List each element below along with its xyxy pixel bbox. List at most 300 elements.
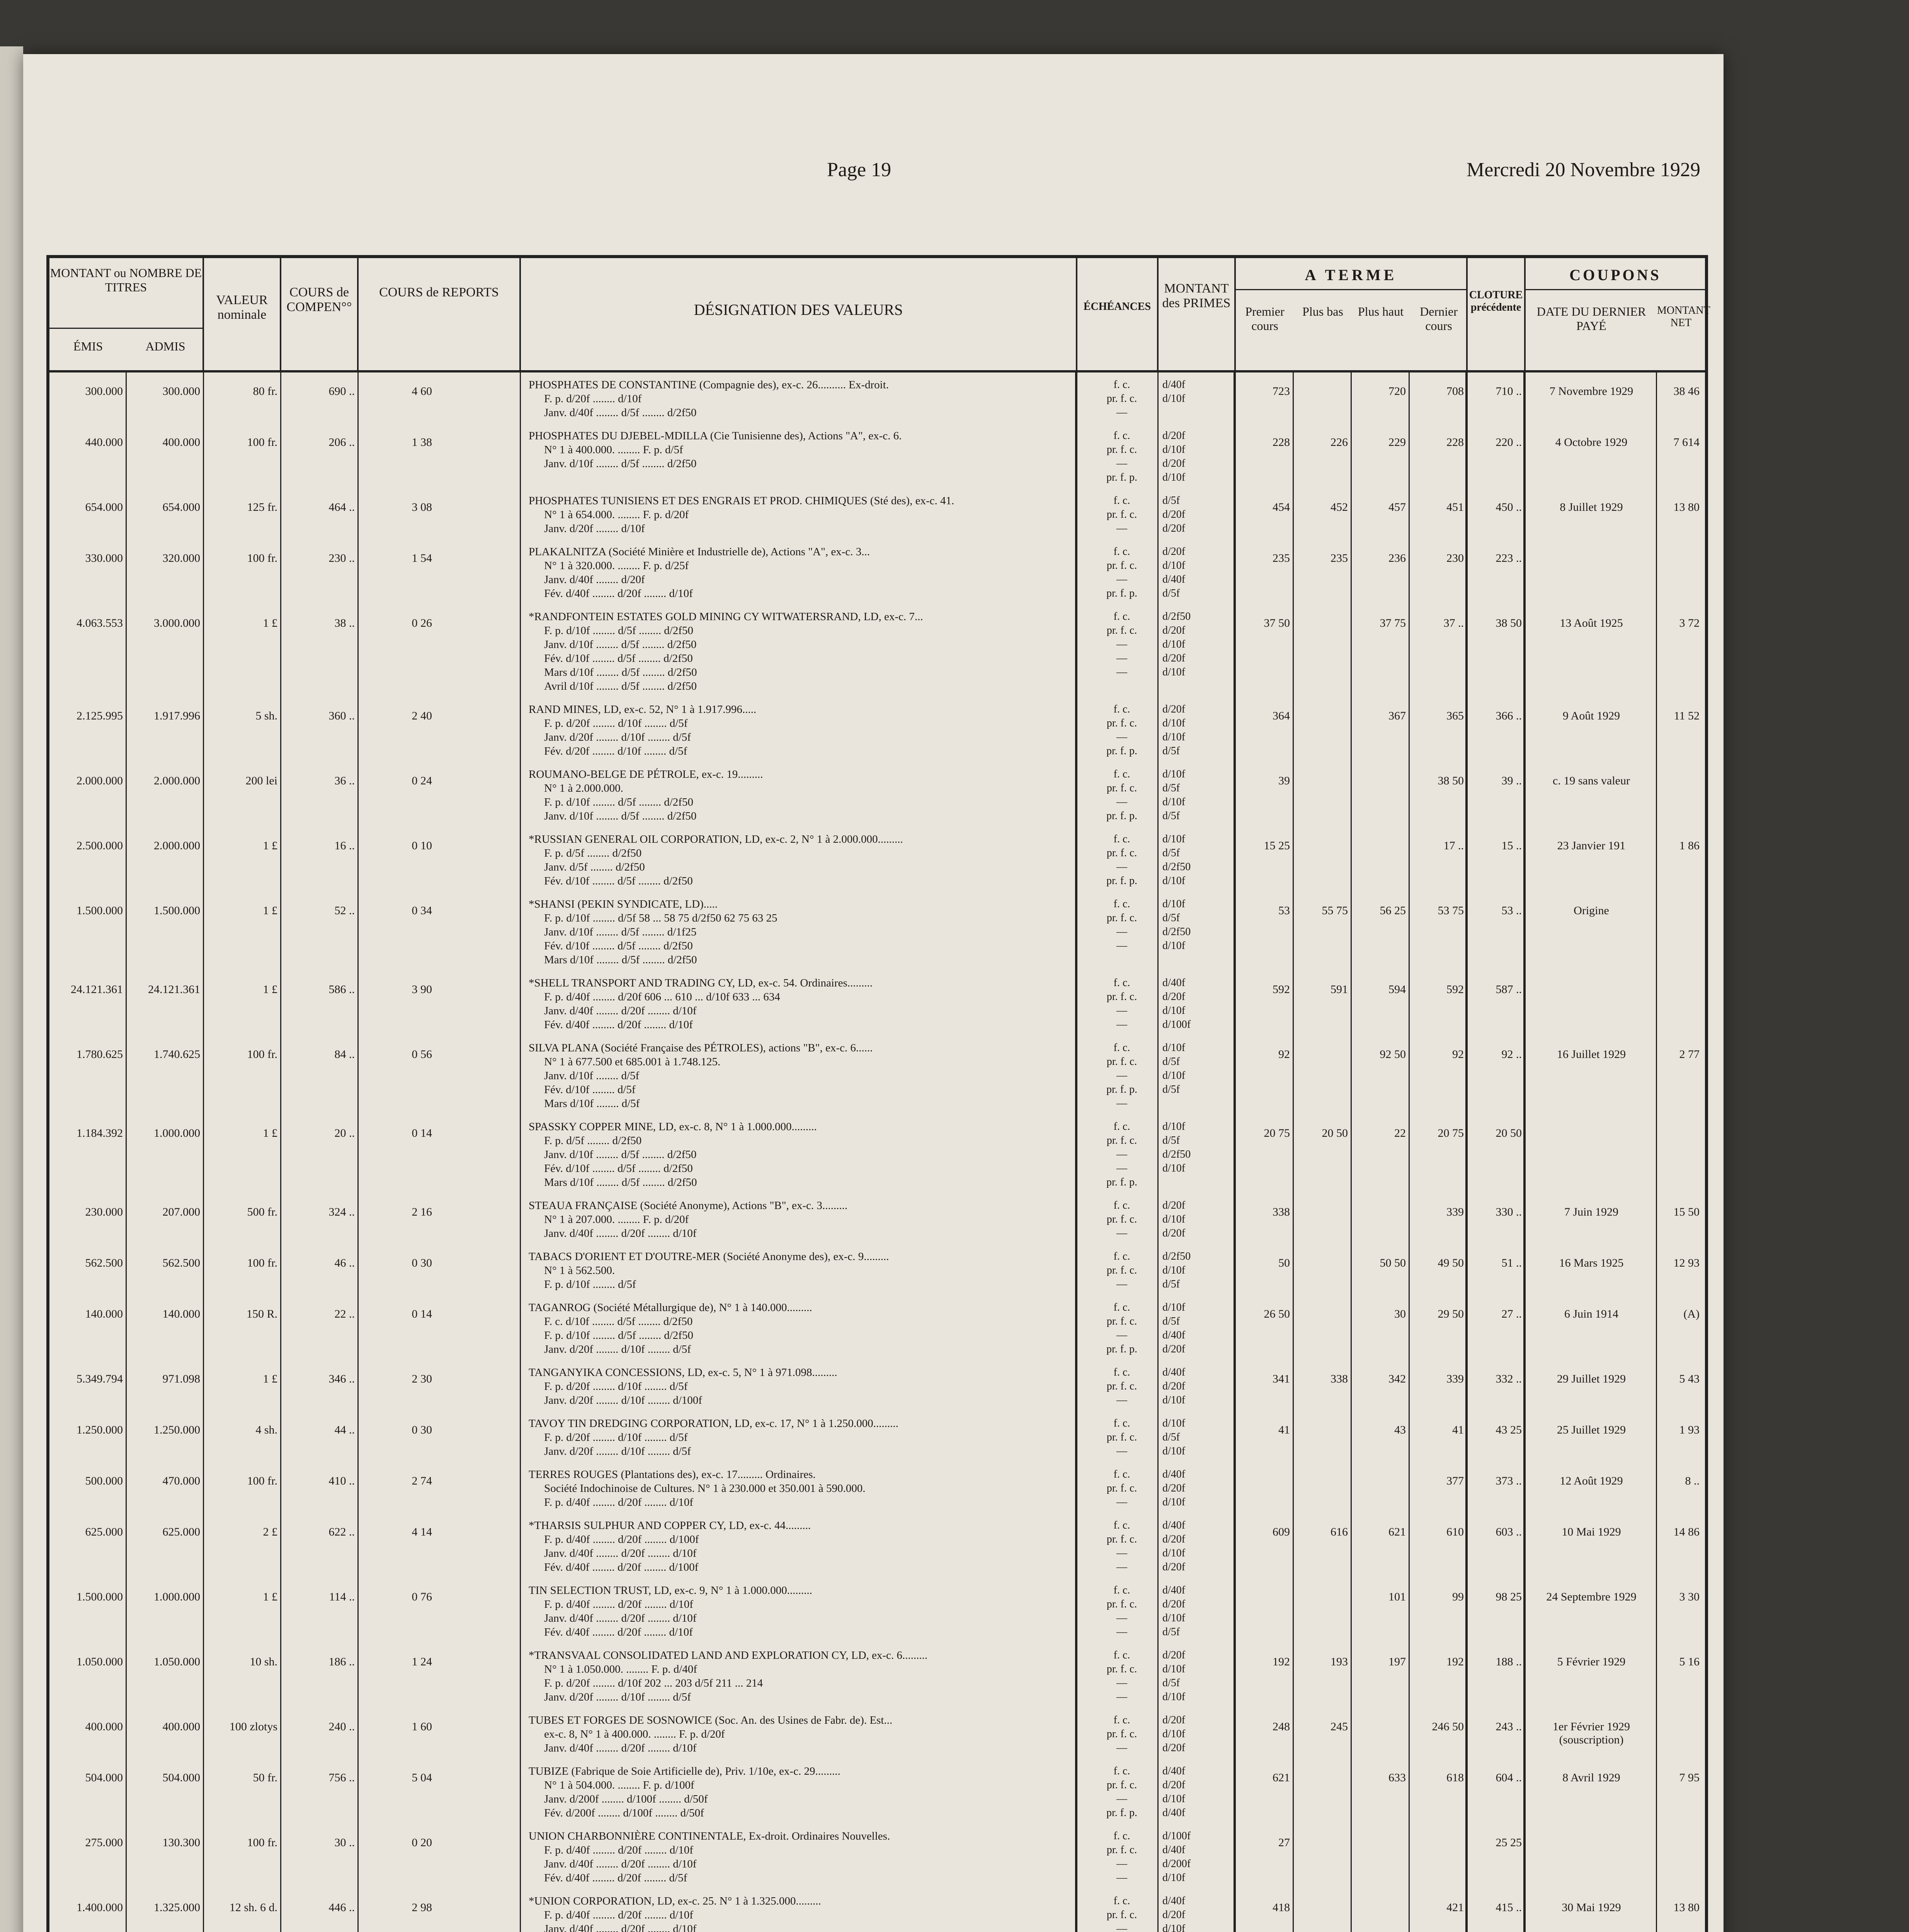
primes-cell xyxy=(1162,1583,1232,1639)
security-name: SPASSKY COPPER MINE, LD, ex-c. 8, N° 1 à 1.000.000......... xyxy=(529,1121,817,1133)
echeance-entry: pr. f. c. xyxy=(1106,991,1137,1003)
security-line: N° 1 à 320.000. ........ F. p. d/25f xyxy=(544,560,689,572)
prime-entry: d/20f xyxy=(1162,624,1186,636)
dernier-cours-cell: 365 xyxy=(1446,709,1464,722)
echeance-entry: f. c. xyxy=(1113,1250,1130,1262)
emis-cell: 440.000 xyxy=(85,436,123,449)
valeur-cell: 10 sh. xyxy=(250,1655,277,1668)
security-line: F. p. d/10f ........ d/5f ........ d/2f50 xyxy=(544,624,693,637)
echeance-entry: pr. f. c. xyxy=(1106,1056,1137,1068)
designation-cell xyxy=(529,1199,1077,1240)
admis-cell: 130.300 xyxy=(162,1836,200,1849)
prime-entry: d/5f xyxy=(1162,587,1180,599)
prime-entry: d/10f xyxy=(1162,1872,1186,1884)
security-line: N° 1 à 207.000. ........ F. p. d/20f xyxy=(544,1213,689,1226)
dernier-cours-cell: 246 50 xyxy=(1432,1720,1464,1733)
coupon-date-cell: 23 Janvier 191 xyxy=(1557,839,1626,852)
echeance-entry: — xyxy=(1116,457,1127,469)
cloture-cell: 604 .. xyxy=(1496,1771,1522,1784)
security-line: N° 1 à 1.050.000. ........ F. p. d/40f xyxy=(544,1663,697,1675)
prime-entry: d/2f50 xyxy=(1162,1250,1191,1262)
cloture-cell: 587 .. xyxy=(1496,983,1522,996)
echeance-entry: f. c. xyxy=(1113,1042,1130,1054)
admis-cell: 1.500.000 xyxy=(154,904,200,917)
echeance-entry: pr. f. c. xyxy=(1106,560,1137,571)
aterme-header xyxy=(1236,258,1468,370)
prime-entry: d/10f xyxy=(1162,833,1186,845)
premier-cours-cell: 50 xyxy=(1278,1257,1290,1269)
echeance-entry: f. c. xyxy=(1113,1199,1130,1211)
admis-cell: 562.500 xyxy=(162,1257,200,1269)
echeance-entry: pr. f. c. xyxy=(1106,1315,1137,1327)
designation-cell xyxy=(529,1519,1077,1574)
primes-cell xyxy=(1162,1301,1232,1356)
premier-cours-cell: 228 xyxy=(1273,436,1290,449)
echeance-entry: — xyxy=(1116,573,1127,585)
admis-cell: 1.325.000 xyxy=(154,1901,200,1914)
echeance-entry: pr. f. p. xyxy=(1106,1343,1138,1355)
cours-rep-cell: 3 08 xyxy=(412,501,432,514)
echeance-entry: f. c. xyxy=(1113,1468,1130,1480)
designation-cell xyxy=(529,897,1077,967)
security-line: F. p. d/40f ........ d/20f ........ d/10f xyxy=(544,1844,693,1856)
prime-entry: d/10f xyxy=(1162,731,1186,743)
valeur-cell: 80 fr. xyxy=(253,385,277,398)
echeance-entry: f. c. xyxy=(1113,1584,1130,1596)
emis-cell: 1.400.000 xyxy=(77,1901,123,1914)
prime-entry: d/20f xyxy=(1162,1482,1186,1494)
coupon-net-cell: (A) xyxy=(1683,1308,1700,1320)
dernier-cours-cell: 339 xyxy=(1446,1372,1464,1385)
echeance-entry: — xyxy=(1116,1148,1127,1160)
cours-rep-cell: 0 24 xyxy=(412,774,432,787)
plus-bas-cell: 226 xyxy=(1331,436,1348,449)
primes-cell xyxy=(1162,378,1232,406)
cours-comp-cell: 38 .. xyxy=(334,617,355,629)
emis-cell: 230.000 xyxy=(85,1206,123,1218)
cours-comp-cell: 44 .. xyxy=(334,1423,355,1436)
echeance-entry: — xyxy=(1116,406,1127,418)
coupon-date-cell: 8 Juillet 1929 xyxy=(1560,501,1623,514)
prime-entry: d/10f xyxy=(1162,875,1186,887)
plus-haut-cell: 457 xyxy=(1388,501,1406,514)
echeances-cell xyxy=(1089,1366,1155,1407)
cours-comp-cell: 622 .. xyxy=(328,1526,355,1538)
prime-entry: d/10f xyxy=(1162,1612,1186,1624)
coupon-net-cell: 5 43 xyxy=(1679,1372,1700,1385)
prime-entry: d/20f xyxy=(1162,546,1186,558)
page-header xyxy=(23,158,1724,189)
coupon-date-cell: 24 Septembre 1929 xyxy=(1546,1590,1637,1603)
table-header xyxy=(49,258,1710,372)
echeance-entry: — xyxy=(1116,796,1127,808)
designation-cell xyxy=(529,1301,1077,1356)
echeance-entry: f. c. xyxy=(1113,1301,1130,1313)
security-name: *SHELL TRANSPORT AND TRADING CY, LD, ex-c. 54. Ordinaires......... xyxy=(529,977,873,989)
echeance-entry: f. c. xyxy=(1113,1765,1130,1777)
dernier-cours-cell: 228 xyxy=(1446,436,1464,449)
emis-cell: 1.500.000 xyxy=(77,1590,123,1603)
security-name: TUBES ET FORGES DE SOSNOWICE (Soc. An. des Usines de Fabr. de). Est... xyxy=(529,1714,893,1726)
prime-entry: d/10f xyxy=(1162,666,1186,678)
dernier-cours-cell: 92 xyxy=(1452,1048,1464,1061)
plus-haut-cell: 594 xyxy=(1388,983,1406,996)
security-line: Janv. d/10f ........ d/5f ........ d/2f50 xyxy=(544,1148,697,1161)
echeance-entry: f. c. xyxy=(1113,1649,1130,1661)
valeur-cell: 1 £ xyxy=(263,904,277,917)
table-row xyxy=(49,767,1705,832)
coupon-date-cell: 9 Août 1929 xyxy=(1562,709,1620,722)
echeance-entry: pr. f. c. xyxy=(1106,1533,1137,1545)
echeance-entry: pr. f. p. xyxy=(1106,810,1138,822)
premier-cours-cell: 41 xyxy=(1278,1423,1290,1436)
security-line: Fév. d/10f ........ d/5f ........ d/2f50 xyxy=(544,940,693,952)
echeances-cell xyxy=(1089,1894,1155,1932)
cloture-cell: 373 .. xyxy=(1496,1475,1522,1487)
security-line: F. p. d/5f ........ d/2f50 xyxy=(544,1134,642,1147)
security-name: *RUSSIAN GENERAL OIL CORPORATION, LD, ex-c. 2, N° 1 à 2.000.000......... xyxy=(529,833,903,845)
designation-cell xyxy=(529,494,1077,536)
emis-cell: 4.063.553 xyxy=(77,617,123,629)
security-line: F. p. d/5f ........ d/2f50 xyxy=(544,847,642,859)
echeances-cell xyxy=(1089,545,1155,600)
coupon-date-cell: 6 Juin 1914 xyxy=(1564,1308,1618,1320)
designation-cell xyxy=(529,545,1077,600)
dernier-cours-cell: 37 .. xyxy=(1443,617,1464,629)
prime-entry: d/10f xyxy=(1162,1162,1186,1174)
primes-cell xyxy=(1162,1120,1232,1175)
security-line: N° 1 à 2.000.000. xyxy=(544,782,623,794)
echeance-entry: — xyxy=(1116,652,1127,664)
echeance-entry: pr. f. c. xyxy=(1106,1213,1137,1225)
echeance-entry: pr. f. c. xyxy=(1106,1134,1137,1146)
premier-cours-cell: 592 xyxy=(1273,983,1290,996)
emis-cell: 275.000 xyxy=(85,1836,123,1849)
dernier-cours-cell: 618 xyxy=(1446,1771,1464,1784)
designation-header: DÉSIGNATION DES VALEURS xyxy=(521,258,1077,370)
designation-cell xyxy=(529,1250,1077,1291)
security-line: Janv. d/10f ........ d/5f xyxy=(544,1070,640,1082)
premier-cours-cell: 621 xyxy=(1273,1771,1290,1784)
prime-entry: d/5f xyxy=(1162,1134,1180,1146)
table-row xyxy=(49,1764,1705,1829)
coupon-net-cell: 14 86 xyxy=(1673,1526,1700,1538)
prime-entry: d/10f xyxy=(1162,1121,1186,1133)
designation-cell xyxy=(529,1713,1077,1755)
dernier-cours-cell: 592 xyxy=(1446,983,1464,996)
table-row xyxy=(49,1648,1705,1713)
valeur-cell: 1 £ xyxy=(263,1127,277,1139)
security-line: Fév. d/40f ........ d/20f ........ d/100f xyxy=(544,1561,699,1573)
prime-entry: d/20f xyxy=(1162,522,1186,534)
dernier-cours-cell: 708 xyxy=(1446,385,1464,398)
echeance-entry: f. c. xyxy=(1113,1519,1130,1531)
cours-rep-cell: 4 60 xyxy=(412,385,432,398)
security-line: Fév. d/10f ........ d/5f ........ d/2f50 xyxy=(544,1162,693,1175)
premier-cours-cell: 418 xyxy=(1273,1901,1290,1914)
cloture-cell: 450 .. xyxy=(1496,501,1522,514)
prime-entry: d/40f xyxy=(1162,1584,1186,1596)
designation-cell xyxy=(529,1366,1077,1407)
coupon-date-cell: 5 Février 1929 xyxy=(1557,1655,1626,1668)
echeance-entry: — xyxy=(1116,1070,1127,1082)
cloture-cell: 188 .. xyxy=(1496,1655,1522,1668)
bas-label: Plus bas xyxy=(1302,304,1343,318)
valeur-cell: 100 fr. xyxy=(247,1475,277,1487)
security-line: Fév. d/20f ........ d/10f ........ d/5f xyxy=(544,745,687,757)
echeance-entry: — xyxy=(1116,1005,1127,1017)
security-line: Janv. d/10f ........ d/5f ........ d/1f25 xyxy=(544,926,697,938)
dernier-cours-cell: 17 .. xyxy=(1443,839,1464,852)
security-line: F. p. d/20f ........ d/10f xyxy=(544,393,642,405)
dernier-cours-cell: 230 xyxy=(1446,552,1464,565)
cloture-cell: 366 .. xyxy=(1496,709,1522,722)
prime-entry: d/40f xyxy=(1162,1329,1186,1341)
premier-cours-cell: 338 xyxy=(1273,1206,1290,1218)
cours-rep-cell: 1 24 xyxy=(412,1655,432,1668)
cloture-cell: 53 .. xyxy=(1501,904,1522,917)
prime-entry: d/2f50 xyxy=(1162,1148,1191,1160)
valeur-cell: 100 fr. xyxy=(247,1257,277,1269)
security-line: Janv. d/20f ........ d/10f ........ d/5f xyxy=(544,1343,691,1355)
emis-cell: 2.125.995 xyxy=(77,709,123,722)
table-row xyxy=(49,976,1705,1041)
plus-haut-cell: 22 xyxy=(1394,1127,1406,1139)
primes-cell xyxy=(1162,545,1232,600)
security-line: Janv. d/10f ........ d/5f ........ d/2f50 xyxy=(544,638,697,651)
echeance-entry: pr. f. c. xyxy=(1106,912,1137,924)
security-line: F. p. d/40f ........ d/20f ........ d/10f xyxy=(544,1496,693,1509)
primes-header: MONTANT des PRIMES xyxy=(1159,258,1236,370)
prime-entry: d/5f xyxy=(1162,1083,1180,1095)
cours-rep-cell: 0 14 xyxy=(412,1127,432,1139)
designation-cell xyxy=(529,378,1077,420)
prime-entry: d/2f50 xyxy=(1162,611,1191,622)
table-row xyxy=(49,610,1705,702)
page-number: Page 19 xyxy=(827,159,892,181)
admis-cell: 504.000 xyxy=(162,1771,200,1784)
cloture-header: CLOTURE précédente xyxy=(1468,258,1526,370)
echeance-entry: — xyxy=(1116,861,1127,873)
table-row xyxy=(49,1366,1705,1417)
premier-cours-cell: 364 xyxy=(1273,709,1290,722)
security-line: Janv. d/20f ........ d/10f ........ d/5f xyxy=(544,1691,691,1703)
admis-label: ADMIS xyxy=(145,339,185,353)
designation-cell xyxy=(529,610,1077,693)
cloture-cell: 39 .. xyxy=(1501,774,1522,787)
cours-comp-cell: 30 .. xyxy=(334,1836,355,1849)
coupon-date-cell: 16 Mars 1925 xyxy=(1559,1257,1624,1269)
dernier-cours-cell: 451 xyxy=(1446,501,1464,514)
prime-entry: d/20f xyxy=(1162,1649,1186,1661)
prime-entry: d/40f xyxy=(1162,1468,1186,1480)
plus-haut-cell: 342 xyxy=(1388,1372,1406,1385)
valeur-cell: 100 zlotys xyxy=(229,1720,277,1733)
admis-cell: 1.000.000 xyxy=(154,1127,200,1139)
cloture-cell: 710 .. xyxy=(1496,385,1522,398)
echeance-entry: f. c. xyxy=(1113,898,1130,910)
designation-cell xyxy=(529,1041,1077,1111)
plus-haut-cell: 720 xyxy=(1388,385,1406,398)
coupon-date-cell: 29 Juillet 1929 xyxy=(1557,1372,1626,1385)
prime-entry: d/20f xyxy=(1162,1742,1186,1754)
prime-entry: d/10f xyxy=(1162,1213,1186,1225)
dernier-cours-cell: 377 xyxy=(1446,1475,1464,1487)
table-row xyxy=(49,1468,1705,1519)
plus-haut-cell: 229 xyxy=(1388,436,1406,449)
echeance-entry: f. c. xyxy=(1113,768,1130,780)
echeances-cell xyxy=(1089,1583,1155,1639)
coupon-net-cell: 11 52 xyxy=(1674,709,1700,722)
prime-entry: d/200f xyxy=(1162,1858,1191,1870)
echeance-entry: pr. f. p. xyxy=(1106,587,1138,599)
plus-haut-cell: 236 xyxy=(1388,552,1406,565)
emis-cell: 140.000 xyxy=(85,1308,123,1320)
security-name: PHOSPHATES DU DJEBEL-MDILLA (Cie Tunisienne des), Actions "A", ex-c. 6. xyxy=(529,430,902,442)
emis-cell: 300.000 xyxy=(85,385,123,398)
echeances-cell xyxy=(1089,1829,1155,1885)
admis-cell: 300.000 xyxy=(162,385,200,398)
cours-comp-cell: 20 .. xyxy=(334,1127,355,1139)
coupon-date-cell: 16 Juillet 1929 xyxy=(1557,1048,1626,1061)
coupon-date-cell: 10 Mai 1929 xyxy=(1562,1526,1621,1538)
valeur-cell: 1 £ xyxy=(263,1590,277,1603)
plus-bas-cell: 235 xyxy=(1331,552,1348,565)
coupon-date-cell: 25 Juillet 1929 xyxy=(1557,1423,1626,1436)
admis-cell: 400.000 xyxy=(162,1720,200,1733)
cours-rep-cell: 0 14 xyxy=(412,1308,432,1320)
prime-entry: d/10f xyxy=(1162,1923,1186,1932)
cours-rep-cell: 0 34 xyxy=(412,904,432,917)
echeance-entry: f. c. xyxy=(1113,379,1130,391)
valeur-cell: 150 R. xyxy=(246,1308,277,1320)
cours-comp-cell: 446 .. xyxy=(328,1901,355,1914)
echeance-entry: pr. f. c. xyxy=(1106,393,1137,405)
valeur-cell: 4 sh. xyxy=(255,1423,277,1436)
security-line: Janv. d/200f ........ d/100f ........ d/50f xyxy=(544,1793,708,1805)
admis-cell: 1.000.000 xyxy=(154,1590,200,1603)
coupon-date-cell: 12 Août 1929 xyxy=(1560,1475,1623,1487)
echeances-cell xyxy=(1089,1120,1155,1189)
security-line: Fév. d/10f ........ d/5f ........ d/2f50 xyxy=(544,652,693,665)
quotation-table xyxy=(46,255,1708,1932)
cloture-cell: 27 .. xyxy=(1501,1308,1522,1320)
prime-entry: d/10f xyxy=(1162,1793,1186,1805)
premier-cours-cell: 92 xyxy=(1278,1048,1290,1061)
echeance-entry: pr. f. p. xyxy=(1106,745,1138,757)
prime-entry: d/100f xyxy=(1162,1019,1191,1031)
echeance-entry: pr. f. c. xyxy=(1106,1380,1137,1392)
premier-cours-cell: 192 xyxy=(1273,1655,1290,1668)
dernier-cours-cell: 192 xyxy=(1446,1655,1464,1668)
prime-entry: d/10f xyxy=(1162,1042,1186,1054)
echeance-entry: pr. f. p. xyxy=(1106,1176,1138,1188)
prime-entry: d/20f xyxy=(1162,1199,1186,1211)
cours-rep-cell: 2 74 xyxy=(412,1475,432,1487)
echeances-cell xyxy=(1089,1648,1155,1704)
cours-rep-cell: 1 54 xyxy=(412,552,432,565)
echeance-entry: f. c. xyxy=(1113,1830,1130,1842)
prime-entry: d/10f xyxy=(1162,1691,1186,1703)
cours-rep-cell: 0 10 xyxy=(412,839,432,852)
plus-haut-cell: 101 xyxy=(1388,1590,1406,1603)
designation-cell xyxy=(529,832,1077,888)
security-line: Fév. d/40f ........ d/20f ........ d/10f xyxy=(544,1019,693,1031)
echeance-entry: — xyxy=(1116,1858,1127,1870)
echeance-entry: pr. f. c. xyxy=(1106,1779,1137,1791)
page-edge xyxy=(0,46,23,1932)
echeance-entry: — xyxy=(1116,1793,1127,1805)
table-row xyxy=(49,897,1705,976)
security-line: F. p. d/40f ........ d/20f ........ d/10f xyxy=(544,1909,693,1921)
primes-cell xyxy=(1162,1519,1232,1574)
echeance-entry: f. c. xyxy=(1113,1417,1130,1429)
echeances-cell xyxy=(1089,1468,1155,1509)
coupon-date-cell: 1er Février 1929 (souscription) xyxy=(1553,1720,1630,1746)
cours-comp-cell: 114 .. xyxy=(329,1590,355,1603)
table-row xyxy=(49,1041,1705,1120)
cours-rep-cell: 1 60 xyxy=(412,1720,432,1733)
security-line: Janv. d/40f ........ d/20f ........ d/10f xyxy=(544,1858,697,1870)
echeance-entry: — xyxy=(1116,1547,1127,1559)
primes-cell xyxy=(1162,1199,1232,1240)
prime-entry: d/20f xyxy=(1162,1714,1186,1726)
coupons-label: COUPONS xyxy=(1569,266,1661,284)
plus-haut-cell: 197 xyxy=(1388,1655,1406,1668)
primes-cell xyxy=(1162,1829,1232,1885)
designation-cell xyxy=(529,767,1077,823)
coupon-net-cell: 8 .. xyxy=(1685,1475,1700,1487)
prime-entry: d/10f xyxy=(1162,444,1186,456)
cours-comp-cell: 206 .. xyxy=(328,436,355,449)
cours-comp-cell: 346 .. xyxy=(328,1372,355,1385)
premier-cours-cell: 20 75 xyxy=(1264,1127,1290,1139)
security-name: SILVA PLANA (Société Française des PÉTROLES), actions "B", ex-c. 6...... xyxy=(529,1042,873,1054)
security-name: RAND MINES, LD, ex-c. 52, N° 1 à 1.917.996..... xyxy=(529,703,757,716)
echeances-cell xyxy=(1089,767,1155,823)
premier-cours-cell: 341 xyxy=(1273,1372,1290,1385)
security-name: *RANDFONTEIN ESTATES GOLD MINING CY WITWATERSRAND, LD, ex-c. 7... xyxy=(529,611,923,623)
prime-entry: d/5f xyxy=(1162,782,1180,794)
table-body xyxy=(49,370,1705,1932)
echeance-entry: f. c. xyxy=(1113,1714,1130,1726)
admis-cell: 1.050.000 xyxy=(154,1655,200,1668)
echeance-entry: pr. f. c. xyxy=(1106,509,1137,520)
cours-comp-cell: 324 .. xyxy=(328,1206,355,1218)
prime-entry: d/10f xyxy=(1162,1070,1186,1082)
cours-rep-cell: 3 90 xyxy=(412,983,432,996)
table-row xyxy=(49,1199,1705,1250)
admis-cell: 140.000 xyxy=(162,1308,200,1320)
primes-cell xyxy=(1162,976,1232,1032)
valeur-cell: 100 fr. xyxy=(247,1048,277,1061)
prime-entry: d/20f xyxy=(1162,652,1186,664)
admis-cell: 207.000 xyxy=(162,1206,200,1218)
dernier-cours-cell: 29 50 xyxy=(1438,1308,1464,1320)
cours-rep-cell: 2 30 xyxy=(412,1372,432,1385)
primes-cell xyxy=(1162,897,1232,953)
prime-entry: d/5f xyxy=(1162,495,1180,507)
valeur-cell: 1 £ xyxy=(263,1372,277,1385)
echeances-cell xyxy=(1089,1301,1155,1356)
security-line: F. p. d/40f ........ d/20f ........ d/100f xyxy=(544,1533,699,1546)
prime-entry: d/10f xyxy=(1162,796,1186,808)
premier-cours-cell: 26 50 xyxy=(1264,1308,1290,1320)
coupon-net-cell: 3 72 xyxy=(1679,617,1700,629)
coupon-net-cell: 15 50 xyxy=(1673,1206,1700,1218)
dernier-cours-cell: 20 75 xyxy=(1438,1127,1464,1139)
echeance-entry: — xyxy=(1116,1561,1127,1573)
